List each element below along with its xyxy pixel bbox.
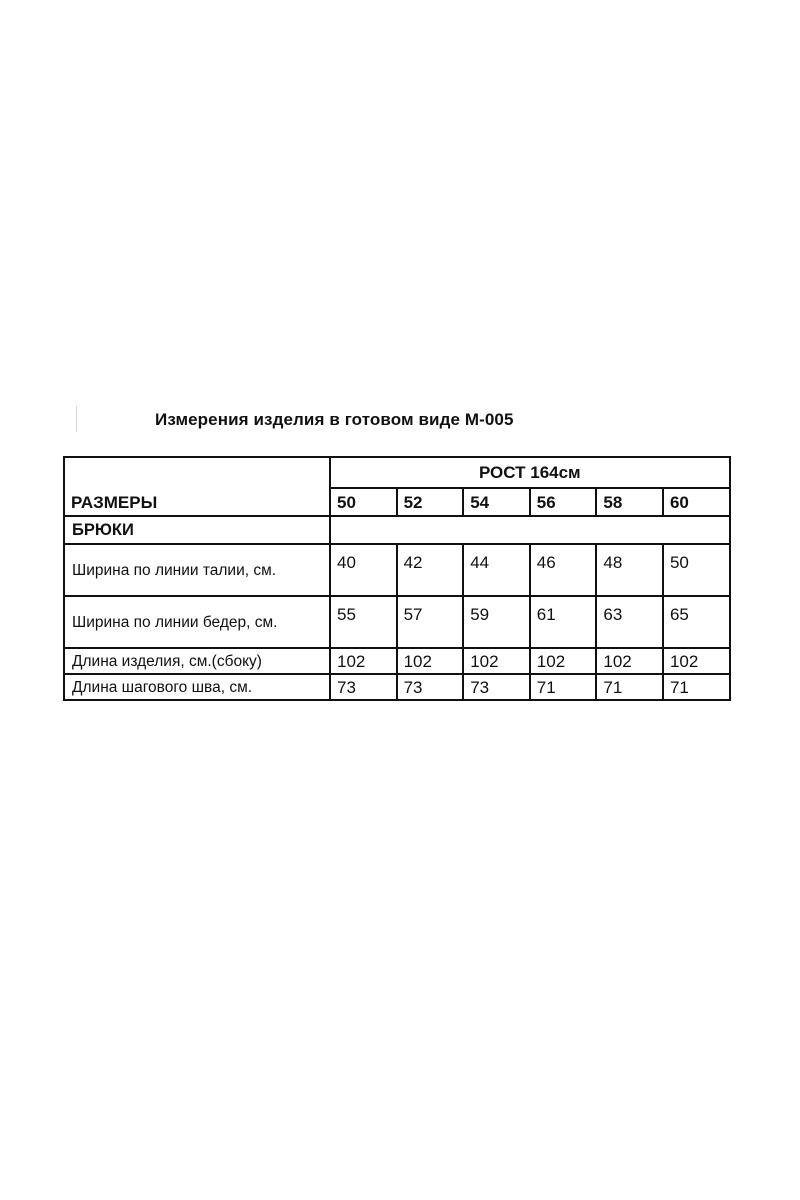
value-cell: 102 [397, 648, 464, 674]
value-cell: 102 [596, 648, 663, 674]
value-cell: 59 [463, 596, 530, 648]
measurement-table [63, 456, 731, 701]
height-header-row [64, 457, 730, 488]
value-cell: 71 [663, 674, 730, 700]
section-empty-cell [330, 516, 730, 544]
value-cell: 42 [397, 544, 464, 596]
table-row [64, 674, 730, 700]
value-cell: 44 [463, 544, 530, 596]
value-cell: 102 [330, 648, 397, 674]
value-cell: 102 [463, 648, 530, 674]
section-row [64, 516, 730, 544]
value-cell: 71 [596, 674, 663, 700]
value-cell: 73 [397, 674, 464, 700]
value-cell: 61 [530, 596, 597, 648]
value-cell: 57 [397, 596, 464, 648]
value-cell: 73 [463, 674, 530, 700]
size-header: 60 [663, 488, 730, 516]
value-cell: 102 [663, 648, 730, 674]
row-label: Длина шагового шва, см. [64, 674, 330, 700]
section-label: БРЮКИ [64, 516, 330, 544]
value-cell: 55 [330, 596, 397, 648]
size-header: 52 [397, 488, 464, 516]
size-header: 56 [530, 488, 597, 516]
value-cell: 73 [330, 674, 397, 700]
value-cell: 65 [663, 596, 730, 648]
value-cell: 48 [596, 544, 663, 596]
value-cell: 71 [530, 674, 597, 700]
value-cell: 63 [596, 596, 663, 648]
value-cell: 46 [530, 544, 597, 596]
table-row [64, 596, 730, 648]
row-label: Ширина по линии талии, см. [64, 544, 330, 596]
value-cell: 102 [530, 648, 597, 674]
row-label: Длина изделия, см.(сбоку) [64, 648, 330, 674]
size-header: 50 [330, 488, 397, 516]
size-header: 54 [463, 488, 530, 516]
height-label: РОСТ 164см [330, 457, 730, 488]
value-cell: 50 [663, 544, 730, 596]
margin-marker [76, 406, 77, 432]
row-label: Ширина по линии бедер, см. [64, 596, 330, 648]
sizes-header-label: РАЗМЕРЫ [64, 457, 330, 516]
table-row [64, 648, 730, 674]
value-cell: 40 [330, 544, 397, 596]
size-header: 58 [596, 488, 663, 516]
table-row [64, 544, 730, 596]
document-title: Измерения изделия в готовом виде М-005 [155, 410, 514, 429]
